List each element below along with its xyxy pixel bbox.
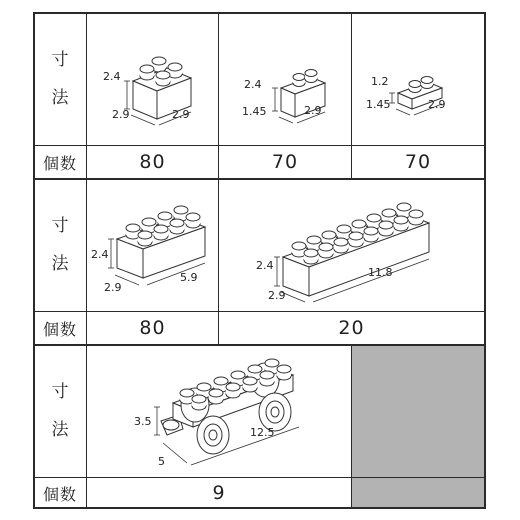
count-label: 個数 <box>42 319 77 339</box>
dimension-height: 1.2 <box>371 75 389 88</box>
dimension-width: 5.9 <box>180 271 198 284</box>
count-value: 70 <box>271 151 299 173</box>
count-value: 70 <box>404 151 432 173</box>
wheel-base-drawing <box>87 345 351 477</box>
block-half-drawing <box>219 13 351 145</box>
dimension-label-char: 寸 <box>51 382 69 402</box>
count-value: 9 <box>212 482 226 504</box>
dimension-height: 2.4 <box>103 70 121 83</box>
dimension-label-char: 寸 <box>51 216 69 236</box>
dimension-depth: 2.9 <box>268 289 286 302</box>
empty-cell <box>351 345 485 508</box>
dimension-height: 2.4 <box>256 259 274 272</box>
count-value: 80 <box>139 317 166 339</box>
dimension-width: 2.9 <box>428 98 446 111</box>
dimension-height: 2.4 <box>244 78 262 91</box>
hitch-hole <box>163 420 179 430</box>
dimension-width: 11.8 <box>368 266 393 279</box>
count-label: 個数 <box>42 153 77 173</box>
dimension-height: 3.5 <box>134 415 152 428</box>
dimension-label-char: 法 <box>51 420 69 440</box>
count-value: 20 <box>338 317 365 339</box>
dimension-width: 2.9 <box>304 104 322 117</box>
count-label: 個数 <box>42 484 77 504</box>
dimension-depth: 2.9 <box>104 281 122 294</box>
dimension-depth: 1.45 <box>366 98 391 111</box>
dimension-label <box>34 345 86 477</box>
block-2x8-drawing <box>219 179 484 311</box>
dimension-label <box>34 179 86 311</box>
dimension-label-char: 法 <box>51 254 69 274</box>
dimension-depth: 2.9 <box>112 108 130 121</box>
dimension-width: 12.5 <box>250 426 275 439</box>
dimension-height: 2.4 <box>91 248 109 261</box>
wheel-front-left <box>197 416 229 454</box>
dimension-depth: 5 <box>158 455 165 468</box>
dimension-width: 2.9 <box>172 108 190 121</box>
dimension-depth: 1.45 <box>242 105 267 118</box>
table-border-right <box>484 12 486 508</box>
column-divider <box>351 345 352 508</box>
dimension-label-char: 法 <box>51 88 69 108</box>
dimension-label-char: 寸 <box>51 50 69 70</box>
count-value: 80 <box>139 151 166 173</box>
dimension-label <box>34 13 86 145</box>
